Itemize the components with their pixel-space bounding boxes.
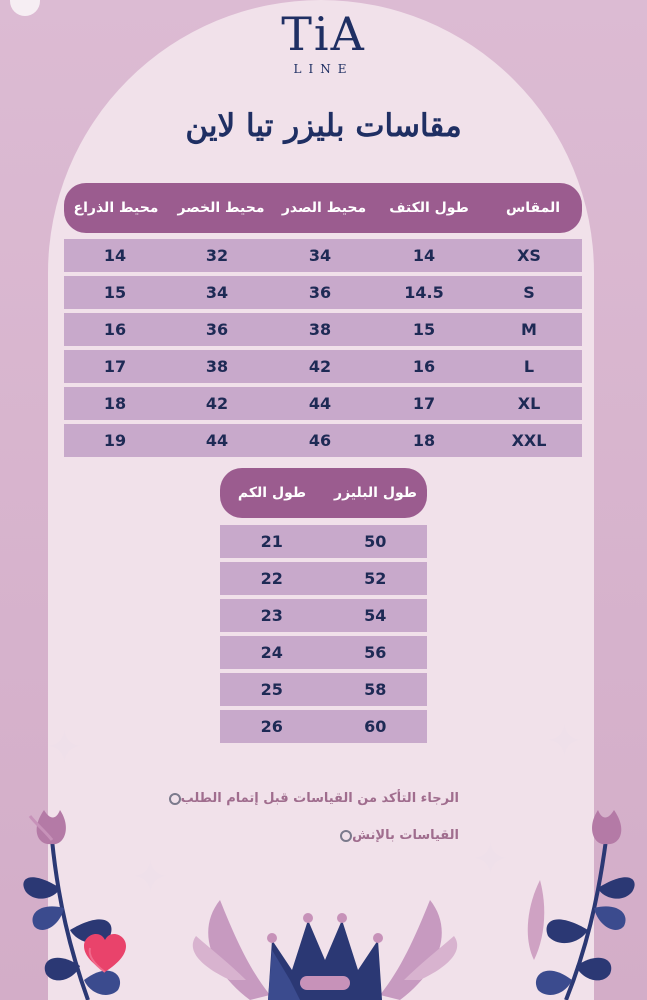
brand-logo: TiA bbox=[281, 7, 366, 61]
cell-arm: 15 bbox=[103, 283, 127, 302]
header-size: المقاس bbox=[505, 200, 561, 216]
cell-size: S bbox=[523, 283, 535, 302]
table-row bbox=[64, 276, 582, 309]
table-row bbox=[64, 387, 582, 420]
cell-blazer-length: 54 bbox=[364, 606, 387, 625]
cell-arm: 17 bbox=[103, 357, 127, 376]
table-row bbox=[64, 313, 582, 346]
cell-waist: 38 bbox=[205, 357, 229, 376]
cell-sleeve-length: 23 bbox=[260, 606, 283, 625]
table-row bbox=[64, 424, 582, 457]
cell-blazer-length: 58 bbox=[364, 680, 387, 699]
cell-sleeve-length: 22 bbox=[260, 569, 283, 588]
sparkle-icon: ✦ bbox=[472, 834, 509, 885]
cell-arm: 14 bbox=[103, 246, 127, 265]
cell-chest: 42 bbox=[308, 357, 332, 376]
brand-tagline: LINE bbox=[293, 62, 354, 76]
header-shoulder: طول الكتف bbox=[389, 200, 469, 216]
sparkle-icon: ✦ bbox=[546, 716, 583, 767]
header-blazer-length: طول البليزر bbox=[334, 485, 417, 501]
cell-waist: 32 bbox=[205, 246, 229, 265]
cell-chest: 44 bbox=[308, 394, 332, 413]
length-table-header bbox=[220, 468, 427, 518]
header-waist: محيط الخصر bbox=[177, 200, 265, 216]
note-text: الرجاء التأكد من القياسات قبل إتمام الطلب bbox=[180, 791, 459, 806]
cell-size: XS bbox=[517, 246, 541, 265]
size-table-header bbox=[64, 183, 582, 233]
sparkle-icon: ✦ bbox=[46, 722, 83, 773]
table-row bbox=[220, 673, 427, 706]
table-row bbox=[64, 350, 582, 383]
cell-arm: 16 bbox=[103, 320, 127, 339]
cell-sleeve-length: 21 bbox=[260, 532, 283, 551]
cell-blazer-length: 56 bbox=[364, 643, 387, 662]
cell-chest: 34 bbox=[308, 246, 332, 265]
cell-chest: 36 bbox=[308, 283, 332, 302]
cell-shoulder: 14 bbox=[412, 246, 436, 265]
header-arm: محيط الذراع bbox=[73, 200, 159, 216]
crown-icon bbox=[193, 900, 457, 1000]
sparkle-icon: ✦ bbox=[132, 852, 169, 903]
cell-shoulder: 18 bbox=[412, 431, 436, 450]
cell-sleeve-length: 25 bbox=[260, 680, 283, 699]
cell-sleeve-length: 26 bbox=[260, 717, 283, 736]
cell-size: L bbox=[523, 357, 535, 376]
cell-size: M bbox=[521, 320, 537, 339]
cell-chest: 46 bbox=[308, 431, 332, 450]
cell-arm: 19 bbox=[103, 431, 127, 450]
cell-blazer-length: 60 bbox=[364, 717, 387, 736]
cell-shoulder: 15 bbox=[412, 320, 436, 339]
page-title: مقاسات بليزر تيا لاين bbox=[185, 108, 462, 144]
table-row bbox=[220, 599, 427, 632]
table-row bbox=[220, 710, 427, 743]
cell-waist: 34 bbox=[205, 283, 229, 302]
cell-shoulder: 16 bbox=[412, 357, 436, 376]
cell-waist: 42 bbox=[205, 394, 229, 413]
right-flower-icon bbox=[528, 810, 635, 1000]
heart-icon bbox=[84, 934, 126, 974]
cell-size: XL bbox=[517, 394, 541, 413]
table-row bbox=[220, 562, 427, 595]
header-sleeve-length: طول الكم bbox=[237, 485, 307, 501]
note-text: القياسات بالإنش bbox=[352, 828, 459, 843]
cell-arm: 18 bbox=[103, 394, 127, 413]
cell-shoulder: 14.5 bbox=[404, 283, 444, 302]
cell-waist: 44 bbox=[205, 431, 229, 450]
cell-blazer-length: 50 bbox=[364, 532, 387, 551]
cell-waist: 36 bbox=[205, 320, 229, 339]
cell-sleeve-length: 24 bbox=[260, 643, 283, 662]
table-row bbox=[220, 636, 427, 669]
cell-size: XXL bbox=[511, 431, 547, 450]
cell-blazer-length: 52 bbox=[364, 569, 387, 588]
cell-chest: 38 bbox=[308, 320, 332, 339]
table-row bbox=[64, 239, 582, 272]
header-chest: محيط الصدر bbox=[281, 200, 367, 216]
cell-shoulder: 17 bbox=[412, 394, 436, 413]
table-row bbox=[220, 525, 427, 558]
